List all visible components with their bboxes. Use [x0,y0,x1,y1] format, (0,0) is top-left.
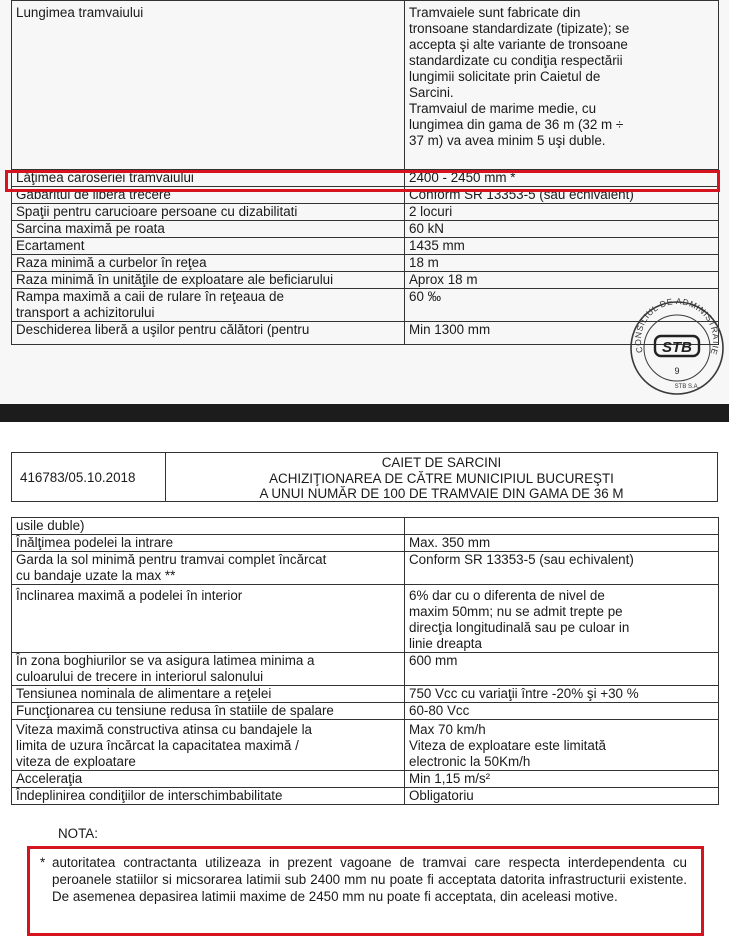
row-label: Ecartament [12,238,405,255]
row-label: Viteza maximă constructiva atinsa cu bandajele la limita de uzura încărcat la capacitatea maximă / viteza de exploatare [12,720,405,771]
note-heading: NOTA: [58,826,98,841]
row-value: 60 kN [405,221,719,238]
row-value: 2 locuri [405,204,719,221]
row-label: Tensiunea nominala de alimentare a reţelei [12,686,405,703]
table-row [12,1,719,170]
table-row [12,585,719,653]
row-value: Min 1,15 m/s² [405,771,719,788]
row-value: Obligatoriu [405,788,719,805]
row-value: Max. 350 mm [405,535,719,552]
stamp-ring-text: CONSILIUL DE ADMINISTRATIE [632,296,722,357]
stamp-number: 9 [674,366,680,376]
row-label: Garda la sol minimă pentru tramvai complet încărcat cu bandaje uzate la max ** [12,552,405,585]
table-row [12,771,719,788]
table-row [12,272,719,289]
row-label: Funcţionarea cu tensiune redusa în statiile de spalare [12,703,405,720]
row-value: Tramvaiele sunt fabricate din tronsoane standardizate (tipizate); se accepta şi alte variante de tronsoane standardizate cu condiţia respectării lungimii solicitate prin Caietul de Sarcini. Tramvaiul de marime medie, cu lungimea din gama de 36 m (32 m ÷ 37 m) va avea minim 5 uşi duble. [405,1,719,170]
document-header [11,452,718,502]
spec-table-bottom [11,517,719,805]
table-row [12,518,719,535]
table-row [12,289,719,322]
row-label: Înclinarea maximă a podelei în interior [12,585,405,653]
stamp-company: STB S.A. [674,384,700,390]
row-value: 600 mm [405,653,719,686]
table-row [12,221,719,238]
table-row [12,788,719,805]
table-row [12,686,719,703]
table-row [12,720,719,771]
note-text: autoritatea contractanta utilizeaza in prezent vagoane de tramvai care respecta interdependenta cu peroanele statiilor si micsorarea latimii sub 2400 mm nu poate fi acceptata datorita infrastructurii existente. De asemenea depasirea latimii maxime de 2450 mm nu poate fi acceptata, din aceleasi motive. [52,855,687,904]
note-asterisk: * [40,855,46,870]
row-value: 60 ‰ [405,289,719,322]
row-value: 60-80 Vcc [405,703,719,720]
row-label: Raza minimă a curbelor în reţea [12,255,405,272]
document-id: 416783/05.10.2018 [12,453,166,501]
document-title [166,453,717,501]
row-label: Îndeplinirea condiţiilor de interschimbabilitate [12,788,405,805]
row-value: Min 1300 mm [405,322,719,345]
svg-text:STB: STB [662,339,692,356]
row-label: Acceleraţia [12,771,405,788]
top-page [0,0,729,404]
row-value [405,518,719,535]
row-value: 18 m [405,255,719,272]
table-row [12,703,719,720]
row-value: 1435 mm [405,238,719,255]
highlight-box-width-row [5,170,720,192]
highlight-box-note [27,846,704,936]
table-row [12,238,719,255]
table-row [12,552,719,585]
table-row [12,322,719,345]
row-value: Max 70 km/h Viteza de exploatare este limitată electronic la 50Km/h [405,720,719,771]
title-line: A UNUI NUMĂR DE 100 DE TRAMVAIE DIN GAMA DE 36 M [259,486,624,501]
row-label: Rampa maximă a caii de rulare în reţeaua de transport a achizitorului [12,289,405,322]
stb-stamp [625,290,727,398]
page-divider [0,404,729,422]
row-label: Înălţimea podelei la intrare [12,535,405,552]
row-label: Gabaritul de libera trecere [12,187,405,204]
title-line: CAIET DE SARCINI [381,455,502,470]
row-value: 750 Vcc cu variaţii între -20% şi +30 % [405,686,719,703]
table-row [12,255,719,272]
row-value: 2400 - 2450 mm * [405,170,719,187]
title-line: ACHIZIŢIONAREA DE CĂTRE MUNICIPIUL BUCUREŞTI [269,470,614,486]
bottom-page [0,422,729,938]
table-row [12,204,719,221]
row-label: Sarcina maximă pe roata [12,221,405,238]
row-label: În zona boghiurilor se va asigura latimea minima a culoarului de trecere in interiorul salonului [12,653,405,686]
row-label: Deschiderea liberă a uşilor pentru călători (pentru [12,322,405,345]
row-value: Aprox 18 m [405,272,719,289]
row-label: Lungimea tramvaiului [12,1,405,170]
row-label: usile duble) [12,518,405,535]
stb-logo [655,336,699,356]
row-value: Conform SR 13353-5 (sau echivalent) [405,187,719,204]
table-row [12,653,719,686]
row-label: Raza minimă în unităţile de exploatare ale beficiarului [12,272,405,289]
row-label: Lăţimea caroseriei tramvaiului [12,170,405,187]
row-value: 6% dar cu o diferenta de nivel de maxim 50mm; nu se admit trepte pe direcţia longitudinală sau pe culoar in linie dreapta [405,585,719,653]
row-value: Conform SR 13353-5 (sau echivalent) [405,552,719,585]
table-row [12,535,719,552]
row-label: Spaţii pentru carucioare persoane cu dizabilitati [12,204,405,221]
